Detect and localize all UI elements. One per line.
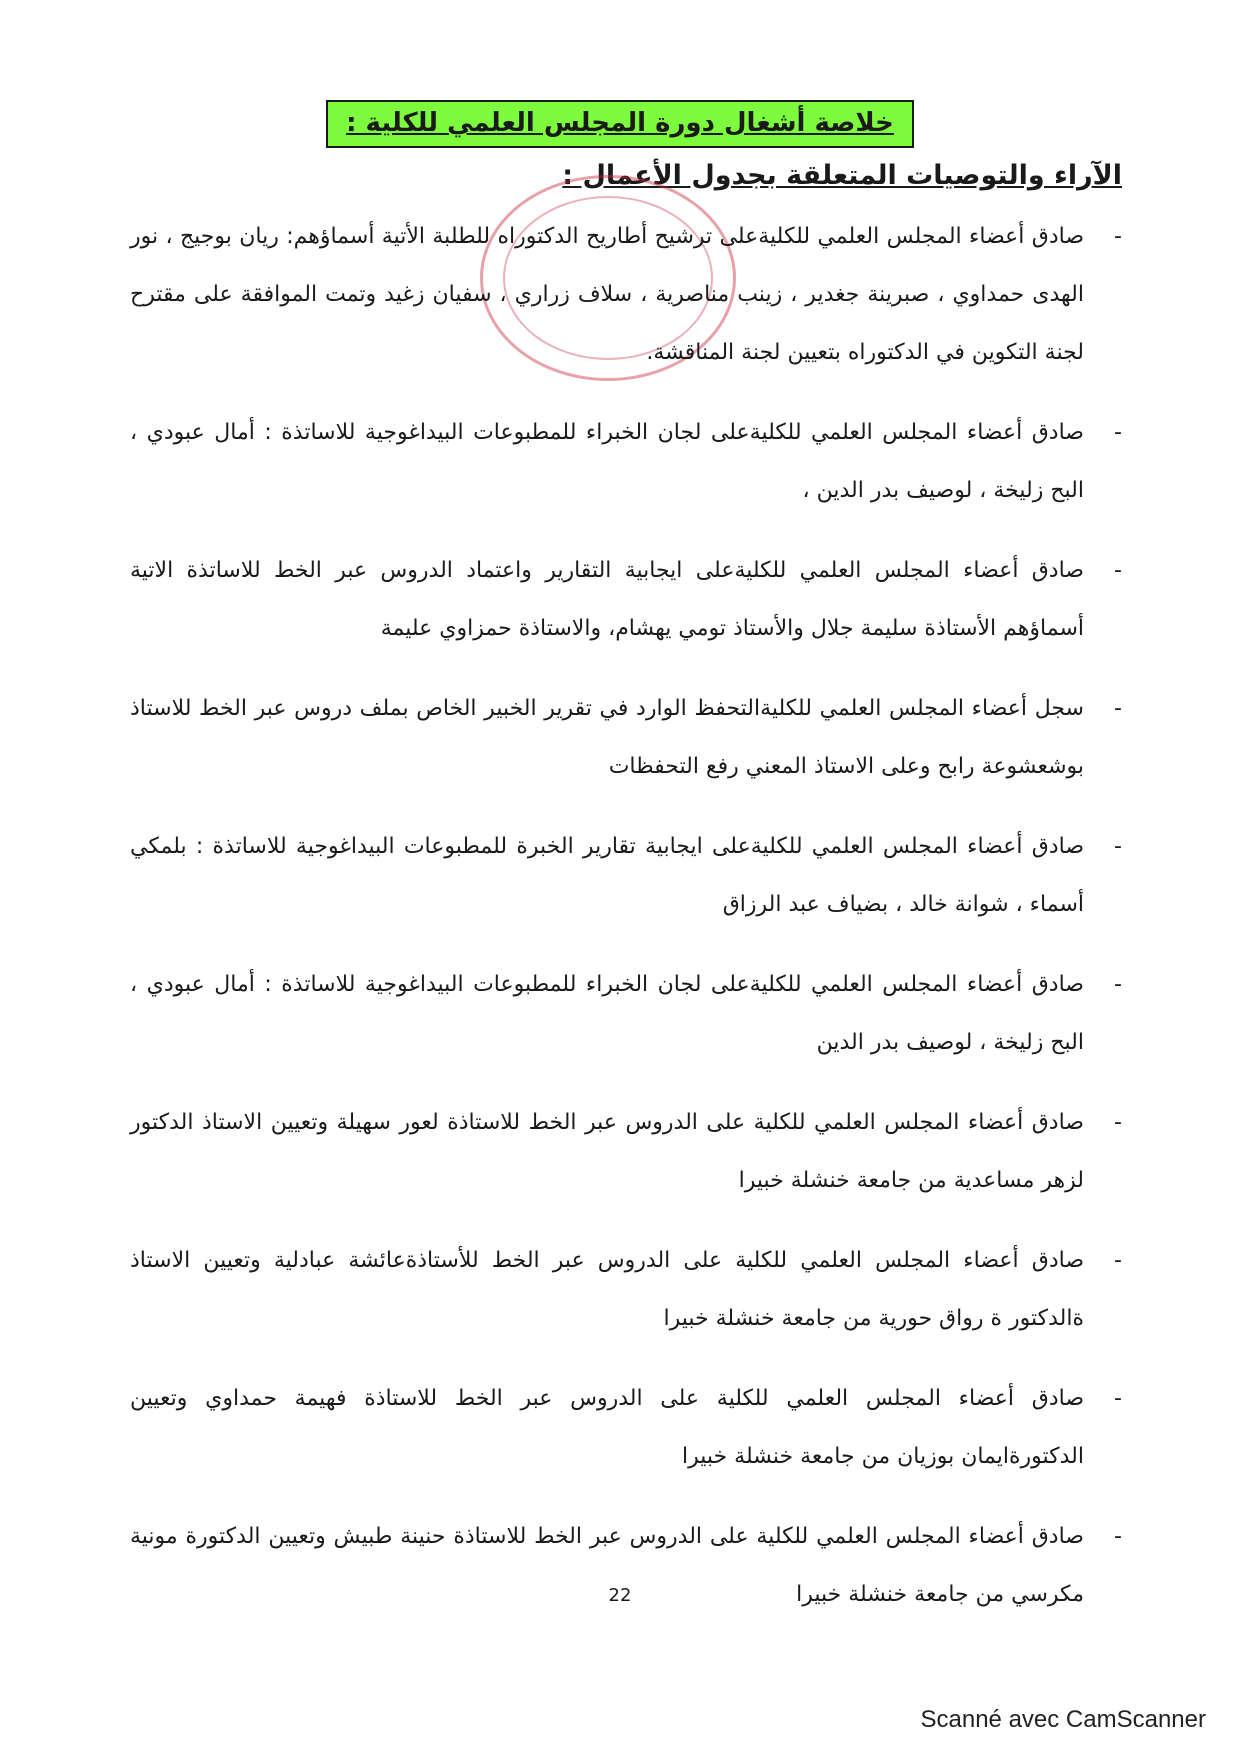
bullet: - — [1114, 696, 1122, 721]
item-text: صادق أعضاء المجلس العلمي للكليةعلى لجان الخبراء للمطبوعات البيداغوجية للاساتذة : أمال عبودي ، البح زليخة ، لوصيف بدر الدين ، — [130, 420, 1084, 503]
bullet: - — [1114, 834, 1122, 859]
list-item — [130, 680, 1122, 796]
recommendations-list — [130, 208, 1122, 1646]
item-text: صادق أعضاء المجلس العلمي للكليةعلى ترشيح أطاريح الدكتوراه للطلبة الأتية أسماؤهم: ريان بوجيج ، نور الهدى حمداوي ، صبرينة جغدير ، زينب مناصرية ، سلاف زراري ، سفيان زغيد وتمت الموافقة على مقترح لجنة التكوين في الدكتوراه بتعيين لجنة المناقشة. — [130, 224, 1084, 365]
bullet: - — [1114, 1524, 1122, 1549]
list-item — [130, 542, 1122, 658]
list-item — [130, 1232, 1122, 1348]
item-text: صادق أعضاء المجلس العلمي للكلية على الدروس عبر الخط للاستاذة لعور سهيلة وتعيين الاستاذ الدكتور لزهر مساعدية من جامعة خنشلة خبيرا — [130, 1110, 1084, 1193]
bullet: - — [1114, 1110, 1122, 1135]
bullet: - — [1114, 1386, 1122, 1411]
bullet: - — [1114, 972, 1122, 997]
list-item — [130, 404, 1122, 520]
page-title: خلاصة أشغال دورة المجلس العلمي للكلية : — [326, 100, 914, 148]
list-item — [130, 1508, 1122, 1624]
item-text: صادق أعضاء المجلس العلمي للكليةعلى لجان الخبراء للمطبوعات البيداغوجية للاساتذة : أمال عبودي ، البح زليخة ، لوصيف بدر الدين — [130, 972, 1084, 1055]
list-item — [130, 1370, 1122, 1486]
item-text: صادق أعضاء المجلس العلمي للكلية على الدروس عبر الخط للاستاذة حنينة طبيش وتعيين الدكتورة مونية مكرسي من جامعة خنشلة خبيرا — [130, 1524, 1084, 1607]
item-text: صادق أعضاء المجلس العلمي للكلية على الدروس عبر الخط للاستاذة فهيمة حمداوي وتعيين الدكتورةايمان بوزيان من جامعة خنشلة خبيرا — [130, 1386, 1084, 1469]
list-item — [130, 818, 1122, 934]
section-heading: الآراء والتوصيات المتعلقة بجدول الأعمال : — [562, 160, 1122, 191]
list-item — [130, 208, 1122, 382]
item-text: صادق أعضاء المجلس العلمي للكليةعلى ايجابية التقارير واعتماد الدروس عبر الخط للاساتذة الاتية أسماؤهم الأستاذة سليمة جلال والأستاذ تومي يهشام، والاستاذة حمزاوي عليمة — [130, 558, 1084, 641]
item-text: صادق أعضاء المجلس العلمي للكلية على الدروس عبر الخط للأستاذةعائشة عبادلية وتعيين الاستاذ ةالدكتور ة رواق حورية من جامعة خنشلة خبيرا — [130, 1248, 1084, 1331]
item-text: سجل أعضاء المجلس العلمي للكليةالتحفظ الوارد في تقرير الخبير الخاص بملف دروس عبر الخط للاستاذ بوشعشوعة رابح وعلى الاستاذ المعني رفع التحفظات — [130, 696, 1084, 779]
page-number: 22 — [608, 1585, 632, 1606]
item-text: صادق أعضاء المجلس العلمي للكليةعلى ايجابية تقارير الخبرة للمطبوعات البيداغوجية للاساتذة : بلمكي أسماء ، شوانة خالد ، بضياف عبد الرزاق — [130, 834, 1084, 917]
list-item — [130, 1094, 1122, 1210]
scanner-watermark: Scanné avec CamScanner — [920, 1706, 1206, 1733]
bullet: - — [1114, 420, 1122, 445]
list-item — [130, 956, 1122, 1072]
bullet: - — [1114, 1248, 1122, 1273]
bullet: - — [1114, 558, 1122, 583]
title-wrap — [0, 100, 1240, 148]
bullet: - — [1114, 224, 1122, 249]
